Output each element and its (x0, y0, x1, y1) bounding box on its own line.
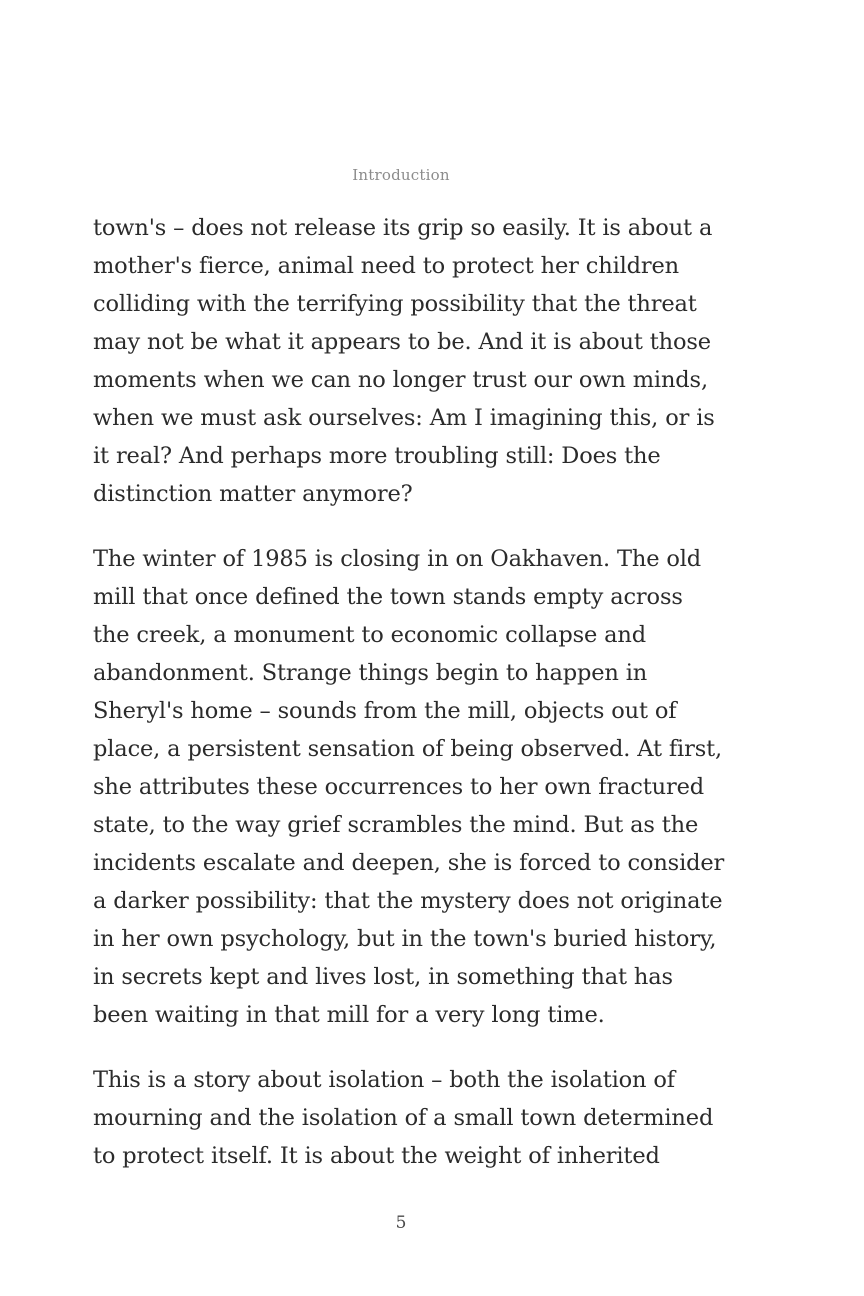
paragraph-3 (93, 1061, 733, 1175)
text-line: in her own psychology, but in the town's buried history, (93, 926, 717, 952)
text-line: in secrets kept and lives lost, in something that has (93, 964, 673, 990)
text-line: This is a story about isolation – both the isolation of (93, 1067, 675, 1093)
text-line: place, a persistent sensation of being observed. At first, (93, 736, 723, 762)
text-line: mill that once defined the town stands empty across (93, 584, 683, 610)
text-line: The winter of 1985 is closing in on Oakhaven. The old (93, 546, 702, 572)
text-line: a darker possibility: that the mystery does not originate (93, 888, 723, 914)
text-line: abandonment. Strange things begin to happen in (93, 660, 648, 686)
text-line: state, to the way grief scrambles the mind. But as the (93, 812, 699, 838)
text-line: incidents escalate and deepen, she is forced to consider (93, 850, 725, 876)
text-line: been waiting in that mill for a very long time. (93, 1002, 605, 1028)
text-line: the creek, a monument to economic collapse and (93, 622, 646, 648)
page-number: 5 (395, 1213, 407, 1233)
text-line: it real? And perhaps more troubling still: Does the (93, 443, 661, 469)
text-line: mourning and the isolation of a small town determined (93, 1105, 714, 1131)
text-line: may not be what it appears to be. And it is about those (93, 329, 711, 355)
text-line: town's – does not release its grip so easily. It is about a (93, 215, 713, 241)
text-line: colliding with the terrifying possibility that the threat (93, 291, 697, 317)
running-head: Introduction (352, 166, 450, 184)
text-line: distinction matter anymore? (93, 481, 413, 507)
paragraph-2 (93, 540, 733, 1034)
text-line: moments when we can no longer trust our own minds, (93, 367, 708, 393)
text-line: Sheryl's home – sounds from the mill, objects out of (93, 698, 677, 724)
text-line: to protect itself. It is about the weight of inherited (93, 1143, 660, 1169)
body-text (93, 209, 733, 1202)
text-line: she attributes these occurrences to her own fractured (93, 774, 704, 800)
text-line: when we must ask ourselves: Am I imagining this, or is (93, 405, 715, 431)
paragraph-1 (93, 209, 733, 513)
text-line: mother's fierce, animal need to protect her children (93, 253, 680, 279)
